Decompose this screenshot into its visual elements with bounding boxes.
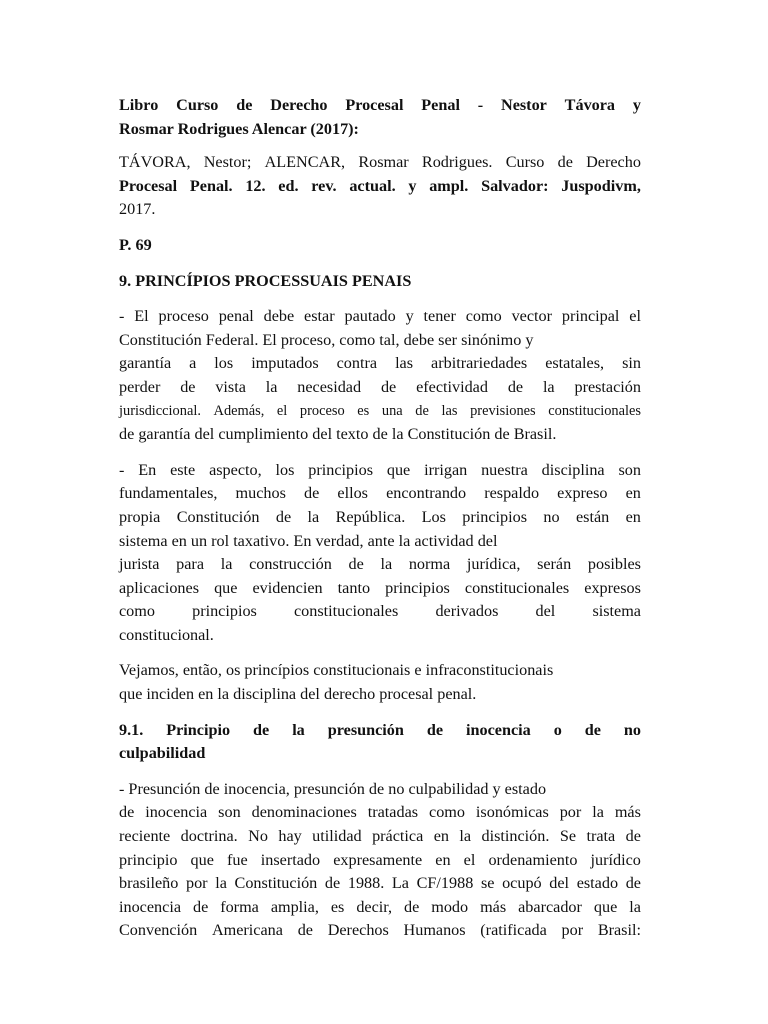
reference-line-3: 2017. <box>119 200 156 219</box>
paragraph-2-line: constitucional. <box>119 625 214 644</box>
paragraph-4-line: inocencia de forma amplia, es decir, de modo más abarcador que la <box>119 897 641 916</box>
subsection-heading-line-2: culpabilidad <box>119 744 206 763</box>
paragraph-1-line: jurisdiccional. Además, el proceso es una de las previsiones constitucionales <box>119 402 641 419</box>
paragraph-4 <box>119 778 641 943</box>
title-line-2: Rosmar Rodrigues Alencar (2017): <box>119 119 359 138</box>
subsection-heading <box>119 719 641 766</box>
reference-line-2: Procesal Penal. 12. ed. rev. actual. y ampl. Salvador: Juspodivm, <box>119 176 641 195</box>
paragraph-4-line: principio que fue insertado expresamente en el ordenamiento jurídico <box>119 850 641 869</box>
paragraph-2-line: fundamentales, muchos de ellos encontrando respaldo expreso en <box>119 484 641 503</box>
paragraph-3-line: que inciden en la disciplina del derecho procesal penal. <box>119 685 477 704</box>
paragraph-1-line: de garantía del cumplimiento del texto de la Constitución de Brasil. <box>119 425 557 444</box>
paragraph-1 <box>119 305 641 447</box>
subsection-heading-line-1: 9.1. Principio de la presunción de inocencia o de no <box>119 720 641 739</box>
paragraph-2-line: como principios constitucionales derivados del sistema <box>119 602 641 621</box>
paragraph-3 <box>119 659 641 706</box>
section-heading: 9. PRINCÍPIOS PROCESSUAIS PENAIS <box>119 271 412 290</box>
reference-line-1: TÁVORA, Nestor; ALENCAR, Rosmar Rodrigues. Curso de Derecho <box>119 153 641 172</box>
paragraph-2-line: aplicaciones que evidencien tanto principios constitucionales expresos <box>119 578 641 597</box>
paragraph-1-line: perder de vista la necesidad de efectividad de la prestación <box>119 377 641 396</box>
paragraph-4-line: Convención Americana de Derechos Humanos (ratificada por Brasil: <box>119 921 641 940</box>
paragraph-4-line: de inocencia son denominaciones tratadas como isonómicas por la más <box>119 803 641 822</box>
paragraph-4-line: brasileño por la Constitución de 1988. La CF/1988 se ocupó del estado de <box>119 874 641 893</box>
paragraph-1-line: - El proceso penal debe estar pautado y tener como vector principal el <box>119 307 641 326</box>
paragraph-2-line: jurista para la construcción de la norma jurídica, serán posibles <box>119 555 641 574</box>
paragraph-2-line: propia Constitución de la República. Los principios no están en <box>119 507 641 526</box>
title-line-1: Libro Curso de Derecho Procesal Penal - Nestor Távora y <box>119 96 641 114</box>
document-title <box>119 94 641 141</box>
paragraph-1-line: garantía a los imputados contra las arbitrariedades estatales, sin <box>119 354 641 373</box>
paragraph-4-line: reciente doctrina. No hay utilidad práctica en la distinción. Se trata de <box>119 827 641 846</box>
paragraph-2-line: - En este aspecto, los principios que irrigan nuestra disciplina son <box>119 460 641 479</box>
page-reference: P. 69 <box>119 235 152 254</box>
document-page <box>119 94 641 955</box>
bibliographic-reference <box>119 151 641 222</box>
paragraph-2 <box>119 459 641 648</box>
paragraph-4-line: - Presunción de inocencia, presunción de no culpabilidad y estado <box>119 779 547 798</box>
paragraph-1-line: Constitución Federal. El proceso, como tal, debe ser sinónimo y <box>119 330 534 349</box>
paragraph-3-line: Vejamos, então, os princípios constitucionais e infraconstitucionais <box>119 661 554 680</box>
paragraph-2-line: sistema en un rol taxativo. En verdad, ante la actividad del <box>119 531 498 550</box>
